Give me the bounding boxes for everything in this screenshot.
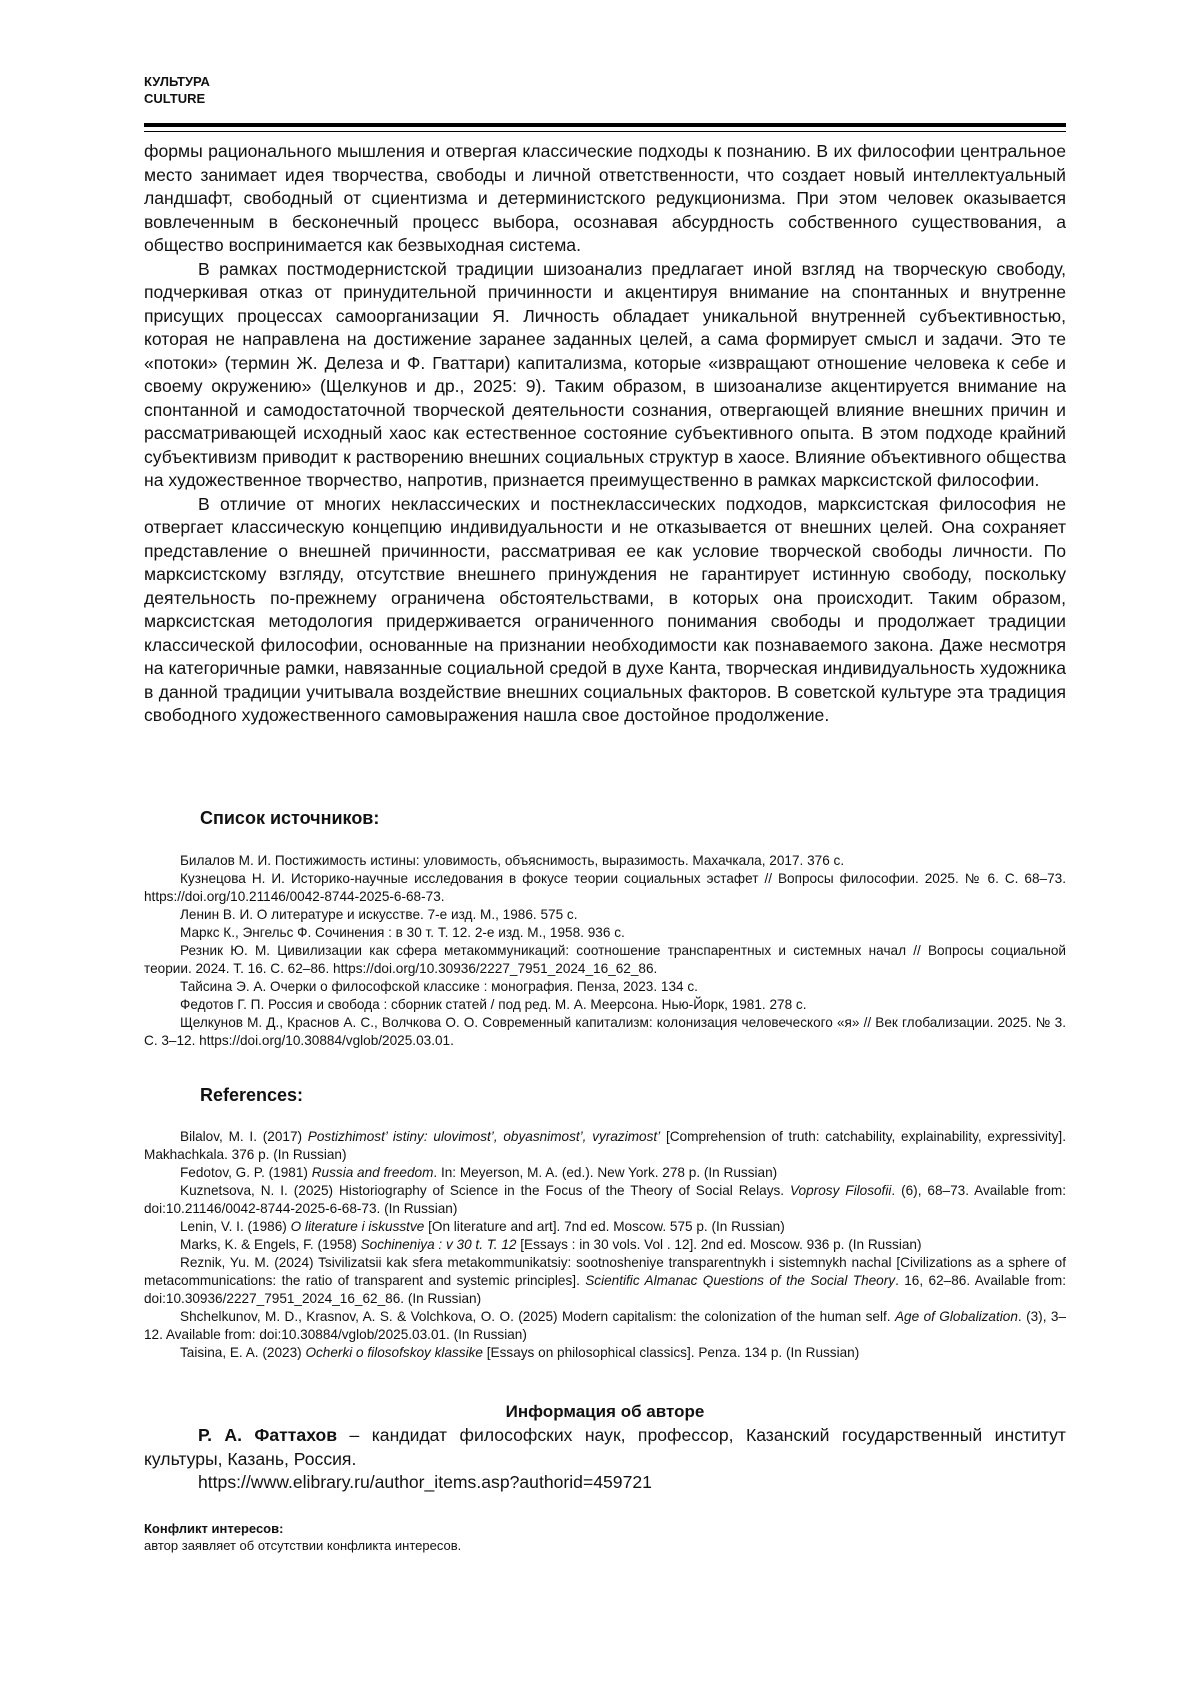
body-paragraph-1: формы рационального мышления и отвергая классические подходы к познанию. В их философии центральное место занимает идея творчества, свободы и личной ответственности, что создает новый интеллектуальный ландшафт, свободный от сциентизма и детерминистского редукционизма. При этом человек оказывается вовлеченным в бесконечный процесс выбора, осознавая абсурдность собственного существования, а общество воспринимается как безвыходная система. (144, 141, 1066, 255)
references-heading: References: (200, 1085, 304, 1105)
author-info-heading: Информация об авторе (505, 1402, 705, 1421)
source-item: Кузнецова Н. И. Историко-научные исследования в фокусе теории социальных эстафет // Вопросы философии. 2025. № 6. С. 68–73. https://doi.org/10.21146/0042-8744-2025-6-68-73. (144, 871, 1066, 904)
body-paragraph-3: В отличие от многих неклассических и постнеклассических подходов, марксистская философия не отвергает классическую концепцию индивидуальности и не отказывается от внешних целей. Она сохраняет представление о внешней причинности, рассматривая ее как условие творческой свободы личности. По марксистскому взгляду, отсутствие внешнего принуждения не гарантирует истинную свободу, поскольку деятельность по-прежнему ограничена обстоятельствами, в которых она происходит. Таким образом, марксистская методология придерживается ограниченного понимания свободы и продолжает традиции классической философии, основанные на признании необходимости как познаваемого закона. Даже несмотря на категоричные рамки, навязанные социальной средой в духе Канта, творческая индивидуальность художника в данной традиции учитывала воздействие внешних социальных факторов. В советской культуре эта традиция свободного художественного самовыражения нашла свое достойное продолжение. (144, 493, 1066, 725)
reference-item: Taisina, E. A. (2023) Ocherki o filosofskoy klassike [Essays on philosophical classics]. Penza. 134 p. (In Russian) (180, 1345, 860, 1360)
source-item: Федотов Г. П. Россия и свобода : сборник статей / под ред. М. А. Меерсона. Нью-Йорк, 1981. 278 с. (180, 997, 807, 1012)
sources-list (144, 852, 1066, 1050)
source-item: Тайсина Э. А. Очерки о философской классике : монография. Пенза, 2023. 134 с. (180, 979, 698, 994)
body-paragraph-2: В рамках постмодернистской традиции шизоанализ предлагает иной взгляд на творческую свободу, подчеркивая отказ от принудительной причинности и акцентируя внимание на спонтанных и внутренне присущих процессах самоорганизации Я. Личность обладает уникальной внутренней субъективностью, которая не направлена на достижение заранее заданных целей, а сама формирует смысл и задачи. Это те «потоки» (термин Ж. Делеза и Ф. Гваттари) капитализма, которые «извращают отношение человека к себе и своему окружению» (Щелкунов и др., 2025: 9). Таким образом, в шизоанализе акцентируется внимание на спонтанной и самодостаточной творческой деятельности сознания, отвергающей влияние внешних причин и рассматривающей исходный хаос как естественное состояние субъективного опыта. В этом подходе крайний субъективизм приводит к растворению внешних социальных структур в хаосе. Влияние объективного общества на художественное творчество, напротив, признается преимущественно в рамках марксистской философии. (144, 258, 1066, 490)
running-head-en: CULTURE (144, 91, 206, 106)
conflict-of-interest (144, 1520, 1066, 1554)
sources-heading: Список источников: (200, 808, 380, 828)
reference-item: Reznik, Yu. M. (2024) Tsivilizatsii kak sfera metakommunikatsiy: sootnosheniye transparentnykh i sistemnykh nachal [Civilizations as a sphere of metacommunications: the ratio of transparent and systemic principles]. Scientific Almanac Questions of the Social Theory. 16, 62–86. Available from: doi:10.30936/2227_7951_2024_16_62_86. (In Russian) (144, 1255, 1066, 1306)
header-rule-thick (144, 123, 1066, 127)
author-description: Р. А. Фаттахов – кандидат философских наук, профессор, Казанский государственный институт культуры, Казань, Россия. (144, 1425, 1066, 1469)
header-rule-thin (144, 131, 1066, 132)
source-item: Щелкунов М. Д., Краснов А. С., Волчкова О. О. Современный капитализм: колонизация человеческого «я» // Век глобализации. 2025. № 3. С. 3–12. https://doi.org/10.30884/vglob/2025.03.01. (144, 1015, 1066, 1048)
conflict-label: Конфликт интересов: (144, 1521, 284, 1536)
reference-item: Fedotov, G. P. (1981) Russia and freedom. In: Meyerson, M. A. (ed.). New York. 278 p. (In Russian) (180, 1165, 778, 1180)
source-item: Билалов М. И. Постижимость истины: уловимость, объяснимость, выразимость. Махачкала, 2017. 376 с. (180, 853, 845, 868)
reference-item: Kuznetsova, N. I. (2025) Historiography of Science in the Focus of the Theory of Social Relays. Voprosy Filosofii. (6), 68–73. Available from: doi:10.21146/0042-8744-2025-6-68-73. (In Russian) (144, 1183, 1066, 1216)
source-item: Маркс К., Энгельс Ф. Сочинения : в 30 т. Т. 12. 2-е изд. М., 1958. 936 с. (180, 925, 625, 940)
source-item: Ленин В. И. О литературе и искусстве. 7-е изд. М., 1986. 575 с. (180, 907, 578, 922)
article-body (144, 140, 1066, 728)
reference-item: Lenin, V. I. (1986) O literature i iskusstve [On literature and art]. 7nd ed. Moscow. 575 p. (In Russian) (180, 1219, 785, 1234)
reference-item: Bilalov, M. I. (2017) Postizhimost’ istiny: ulovimost’, obyasnimost’, vyrazimost’ [Comprehension of truth: catchability, explainability, expressivity]. Makhachkala. 376 p. (In Russian) (144, 1129, 1066, 1162)
running-head-ru: КУЛЬТУРА (144, 74, 210, 89)
reference-item: Marks, K. & Engels, F. (1958) Sochineniya : v 30 t. T. 12 [Essays : in 30 vols. Vol . 12]. 2nd ed. Moscow. 936 p. (In Russian) (180, 1237, 922, 1252)
source-item: Резник Ю. М. Цивилизации как сфера метакоммуникаций: соотношение транспарентных и системных начал // Вопросы социальной теории. 2024. Т. 16. С. 62–86. https://doi.org/10.30936/2227_7951_2024_16_62_86. (144, 943, 1066, 976)
conflict-text: автор заявляет об отсутствии конфликта интересов. (144, 1538, 462, 1553)
author-name: Р. А. Фаттахов (198, 1425, 338, 1445)
author-profile-link[interactable]: https://www.elibrary.ru/author_items.asp?authorid=459721 (198, 1472, 652, 1492)
references-list (144, 1128, 1066, 1362)
reference-item: Shchelkunov, M. D., Krasnov, A. S. & Volchkova, O. O. (2025) Modern capitalism: the colonization of the human self. Age of Globalization. (3), 3–12. Available from: doi:10.30884/vglob/2025.03.01. (In Russian) (144, 1309, 1067, 1342)
author-info (144, 1424, 1066, 1495)
running-head (144, 73, 210, 107)
